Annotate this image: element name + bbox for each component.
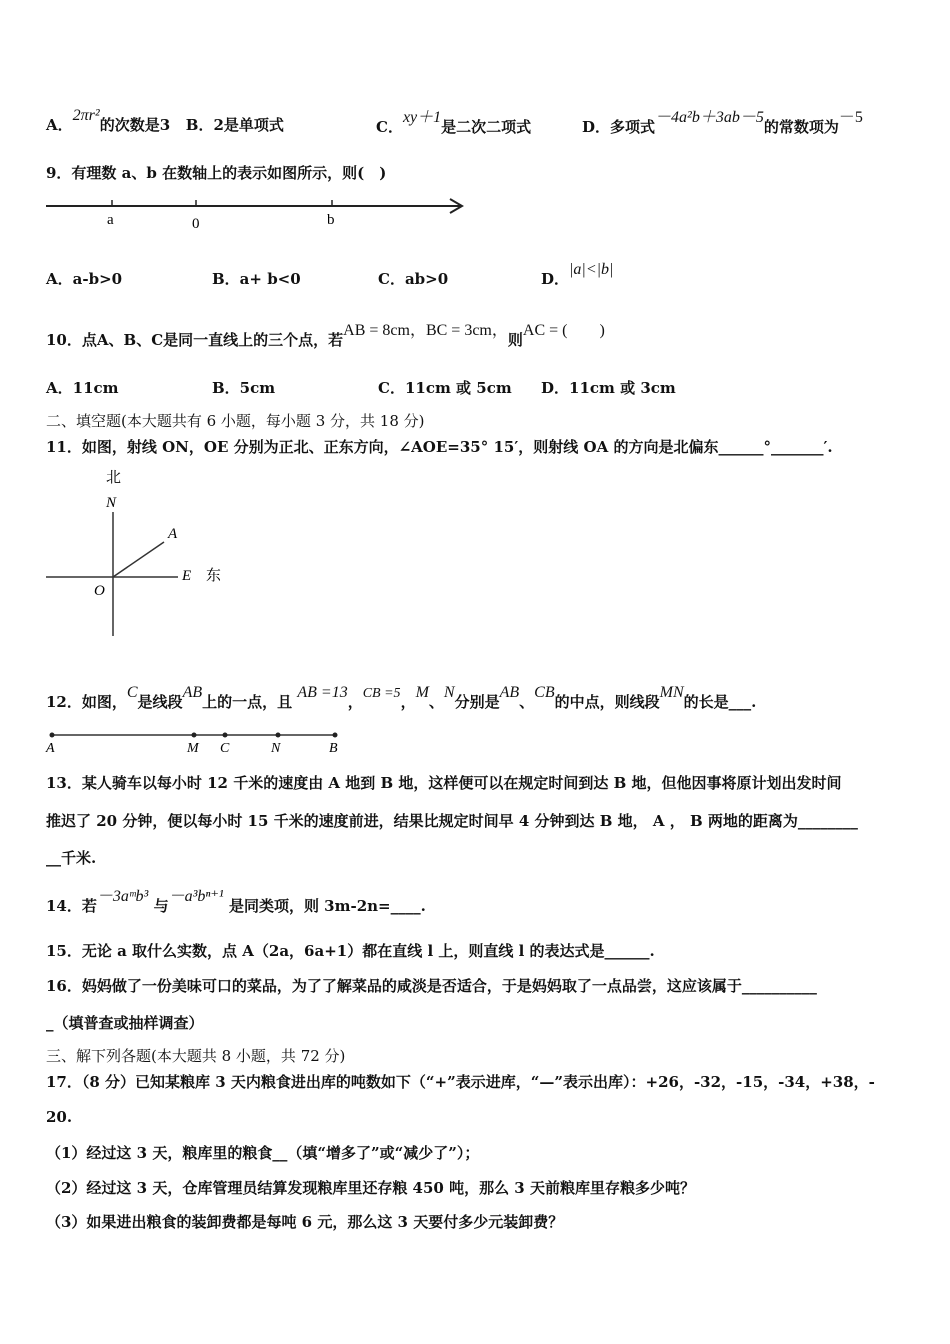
number-line-figure	[40, 190, 470, 232]
q8-option-d-text: 的常数项为	[763, 118, 839, 136]
q10-option-c: C．11cm 或 5cm	[378, 379, 512, 397]
q15-text: 15．无论 a 取什么实数，点 A（2a，6a+1）都在直线 l 上，则直线 l 的表达式是______.	[46, 942, 655, 960]
q14-text	[46, 888, 426, 916]
q10-option-b: B．5cm	[212, 379, 276, 397]
q12-eq2: CB =5	[362, 686, 401, 701]
q12-eq1: AB =13	[297, 684, 348, 701]
point-c	[223, 733, 228, 738]
q12-p4: 分别是	[454, 693, 500, 711]
q9-option-d-label: D．	[541, 270, 570, 288]
q17-sub2: （2）经过这 3 天，仓库管理员结算发现粮库里还存粮 450 吨，那么 3 天前粮库里存粮多少吨？	[46, 1179, 695, 1197]
q12-p1: 12．如图，	[46, 693, 127, 711]
q17-line1: 17．（8 分）已知某粮库 3 天内粮食进出库的吨数如下（“+”表示进库，“—”表示出库）：+26，-32，-15，-34，+38，-	[46, 1073, 875, 1091]
q12-ab: AB	[182, 684, 203, 701]
q8-option-b-text: 2是单项式	[213, 116, 284, 134]
q8-option-b-label: B．	[185, 116, 214, 134]
q12-text	[46, 684, 757, 712]
q11-text: 11．如图，射线 ON，OE 分别为正北、正东方向，∠AOE=35° 15′，则射线 OA 的方向是北偏东______°_______′.	[46, 438, 833, 456]
q8-option-c-math: xy＋1	[402, 109, 442, 126]
q13-line2: 推迟了 20 分钟，便以每小时 15 千米的速度前进，结果比规定时间早 4 分钟到达 B 地， A ， B 两地的距离为________	[46, 812, 858, 830]
q12-n: N	[443, 684, 455, 701]
q10-option-d: D．11cm 或 3cm	[541, 379, 676, 397]
label-b: b	[327, 212, 335, 228]
q8-option-a-math: 2πr²	[72, 107, 100, 124]
point-m-label: M	[187, 741, 199, 756]
q12-m: M	[415, 684, 429, 701]
q12-p3: 上的一点，且	[202, 693, 293, 711]
q12-cb: CB	[534, 684, 555, 701]
q14-term1: －3aᵐb³	[96, 888, 149, 905]
q10-option-a: A．11cm	[46, 379, 119, 397]
q12-dun1: 、	[428, 693, 444, 711]
q9-option-b: B．a+ b<0	[212, 270, 301, 288]
q12-mn: MN	[659, 684, 684, 701]
q12-c: C	[126, 684, 138, 701]
q14-p3: 是同类项，则 3m-2n=____.	[228, 897, 426, 915]
compass-figure	[40, 462, 240, 642]
label-zero: 0	[192, 216, 200, 232]
q14-term2: －a³bⁿ⁺¹	[168, 888, 224, 905]
a-label: A	[168, 526, 178, 542]
q8-option-d-math: －4a²b＋3ab－5	[655, 109, 764, 126]
q8-option-d-value: －5	[838, 109, 863, 126]
q9-option-d	[541, 261, 614, 289]
q9-stem: 9．有理数 a、b 在数轴上的表示如图所示，则( )	[46, 164, 387, 182]
q17-sub3: （3）如果进出粮食的装卸费都是每吨 6 元，那么这 3 天要付多少元装卸费？	[46, 1213, 564, 1231]
e-label: E	[182, 568, 192, 584]
q8-option-d-pre: 多项式	[610, 118, 656, 136]
q8-option-a-text: 的次数是3	[99, 116, 171, 134]
ray-oa	[113, 542, 164, 577]
q14-p1: 14．若	[46, 897, 97, 915]
point-m	[192, 733, 197, 738]
q12-ab2: AB	[499, 684, 520, 701]
q9-option-d-math: |a|<|b|	[569, 261, 614, 278]
point-n	[276, 733, 281, 738]
label-a: a	[107, 212, 114, 228]
q10-ac-eq: AC = ( )	[522, 322, 605, 339]
point-b-label: B	[329, 741, 338, 756]
q12-p5: 的中点，则线段	[554, 693, 660, 711]
q16-line2: _（填普查或抽样调查）	[46, 1014, 204, 1032]
n-label: N	[106, 495, 117, 511]
q8-option-c-text: 是二次二项式	[441, 118, 532, 136]
q12-comma1: ，	[347, 693, 363, 711]
north-cn-label: 北	[106, 470, 122, 486]
q12-dun2: 、	[519, 693, 535, 711]
q9-option-c: C．ab>0	[378, 270, 449, 288]
point-n-label: N	[271, 741, 281, 756]
q12-p2: 是线段	[137, 693, 183, 711]
q14-p2: 与	[153, 897, 169, 915]
q8-option-a-label: A．	[46, 116, 73, 134]
q8-option-c-label: C．	[376, 118, 403, 136]
q10-bc-eq: BC = 3cm，	[425, 322, 508, 339]
q16-line1: 16．妈妈做了一份美味可口的菜品，为了了解菜品的咸淡是否适合，于是妈妈取了一点品尝，这应该属于__________	[46, 977, 817, 995]
q13-line3: __千米.	[46, 849, 97, 867]
section-3-heading: 三、解下列各题(本大题共 8 小题，共 72 分)	[46, 1047, 346, 1065]
point-a-label: A	[46, 741, 55, 756]
q17-sub1: （1）经过这 3 天，粮库里的粮食__（填“增多了”或“减少了”）；	[46, 1144, 480, 1162]
q10-stem	[46, 322, 605, 350]
q8-option-d	[582, 109, 863, 137]
q10-ab-eq: AB = 8cm，	[343, 322, 426, 339]
q8-option-c	[376, 109, 532, 137]
q10-then: 则	[507, 331, 523, 349]
point-b	[333, 733, 338, 738]
o-label: O	[94, 583, 105, 599]
q12-comma2: ，	[400, 693, 416, 711]
q9-option-a: A．a-b>0	[46, 270, 123, 288]
segment-figure	[40, 726, 350, 758]
section-2-heading: 二、填空题(本大题共有 6 小题，每小题 3 分，共 18 分)	[46, 412, 425, 430]
point-a	[50, 733, 55, 738]
q8-options	[46, 107, 284, 135]
q10-stem-text: 10．点A、B、C是同一直线上的三个点，若	[46, 331, 344, 349]
east-cn-label: 东	[206, 568, 222, 584]
q13-line1: 13．某人骑车以每小时 12 千米的速度由 A 地到 B 地，这样便可以在规定时间到达 B 地，但他因事将原计划出发时间	[46, 774, 842, 792]
q12-p6: 的长是___.	[683, 693, 757, 711]
q8-option-d-label: D．	[582, 118, 611, 136]
point-c-label: C	[220, 741, 230, 756]
q17-line2: 20.	[46, 1108, 73, 1126]
